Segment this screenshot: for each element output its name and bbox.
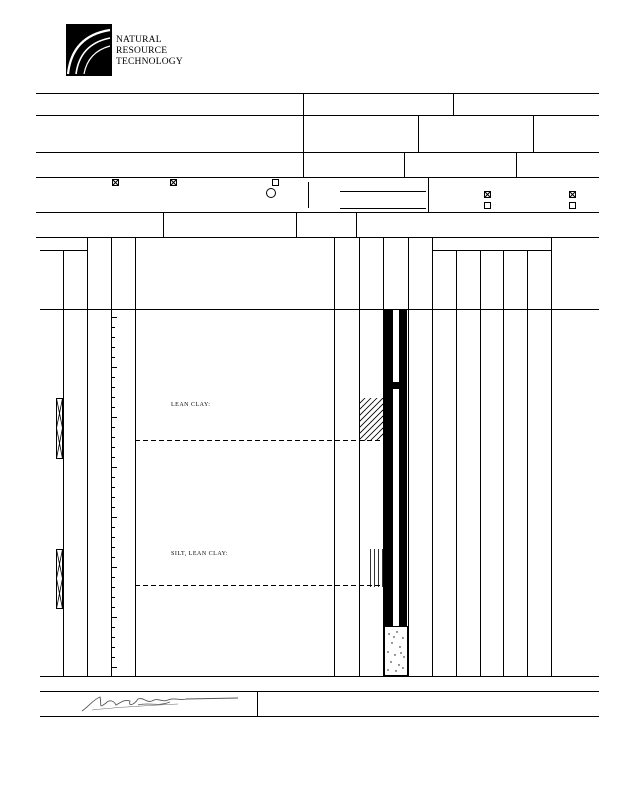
well-casing-left [384,310,393,626]
checkbox-1[interactable] [112,179,119,186]
sample-symbol-2 [56,549,64,610]
well-marker [392,382,399,389]
logo-mark [66,24,112,76]
sand-pack-pattern [384,626,408,676]
well-casing-right [399,310,407,626]
radio-circle[interactable] [266,188,276,198]
checkbox-3[interactable] [272,179,279,186]
logo-text-resource: RESOURCE [116,46,168,56]
logo-text-natural: NATURAL [116,35,162,45]
checkbox-right-1[interactable] [484,191,491,198]
depth-scale [111,309,119,677]
signature [78,693,248,715]
checkbox-right-3[interactable] [569,191,576,198]
checkbox-right-2[interactable] [484,202,491,209]
silt-pattern [368,549,384,587]
soil-description-2: SILT, LEAN CLAY: [171,551,229,557]
soil-description-1: LEAN CLAY: [171,402,211,408]
checkbox-2[interactable] [170,179,177,186]
checkbox-right-4[interactable] [569,202,576,209]
logo-text-technology: TECHNOLOGY [116,57,183,67]
strata-boundaries [135,436,385,588]
lean-clay-pattern [359,398,383,441]
sample-symbol-1 [56,398,64,460]
